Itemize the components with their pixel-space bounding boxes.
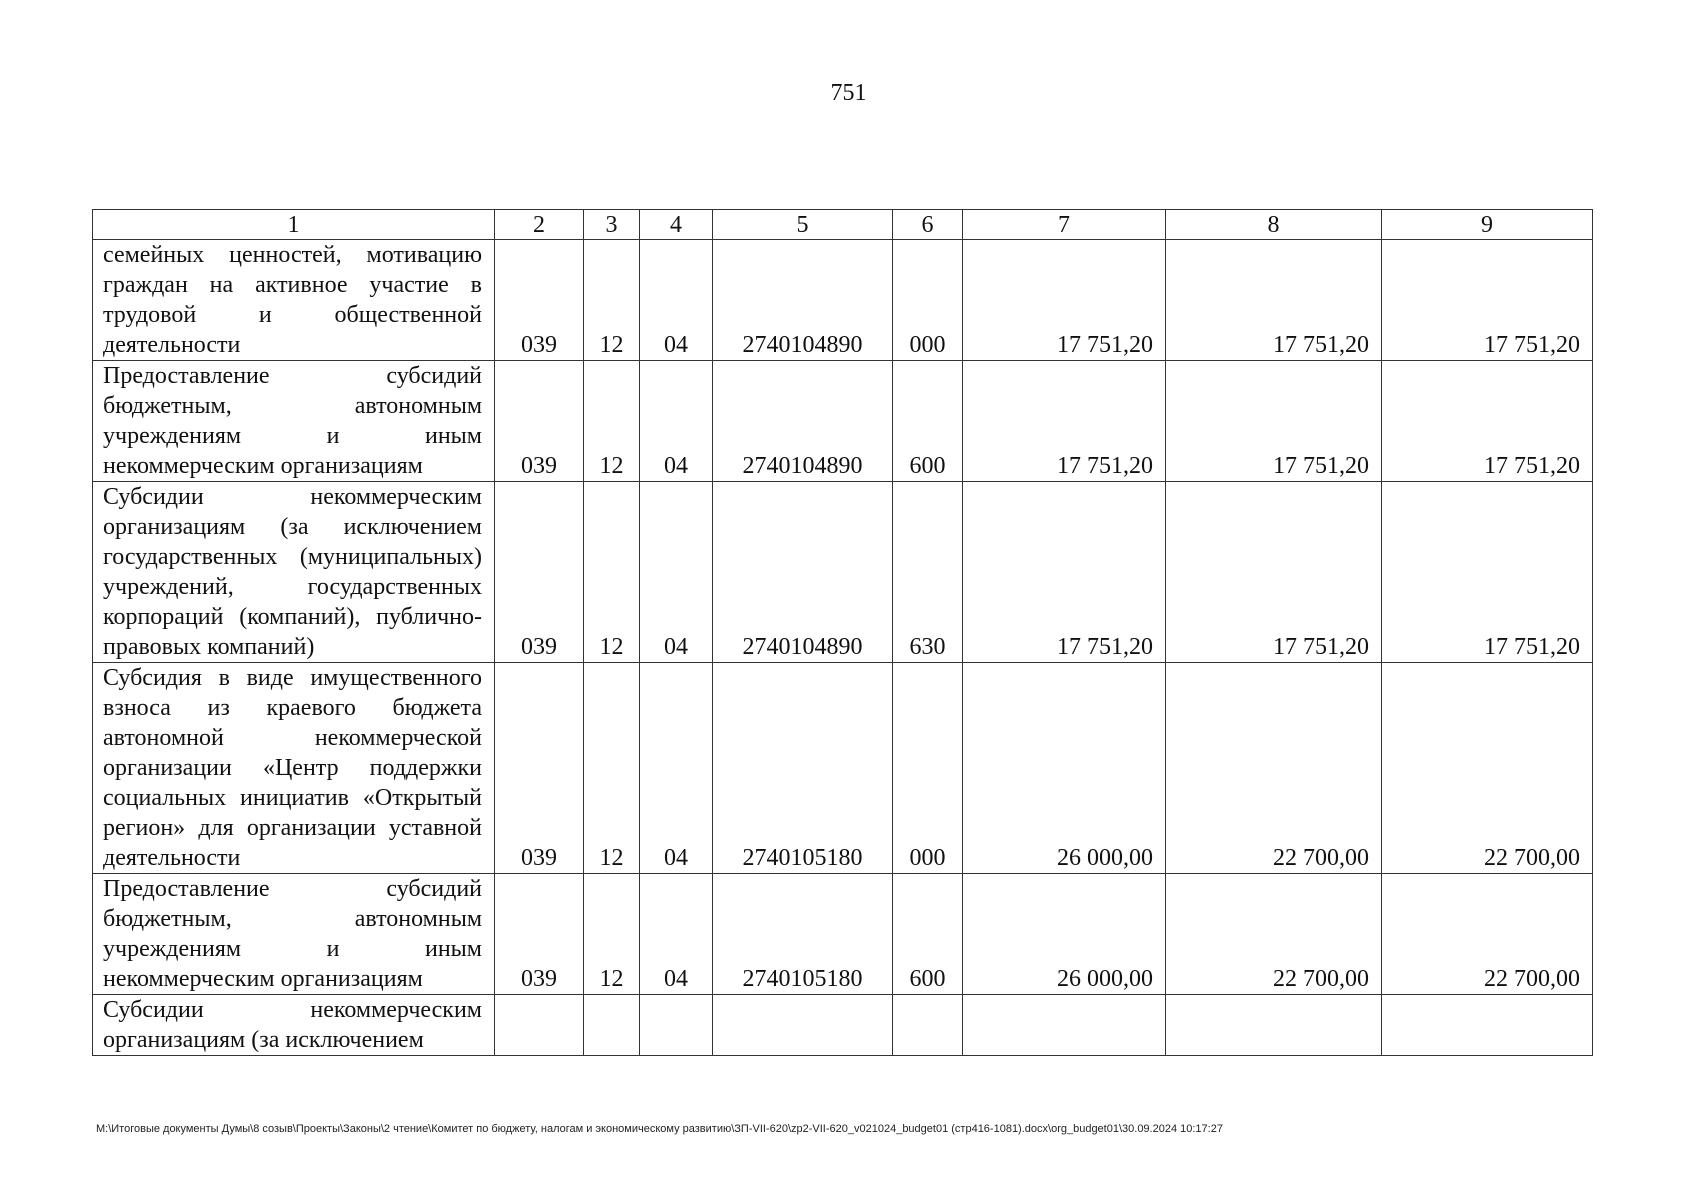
- cell-col4: [640, 995, 713, 1056]
- cell-col5: 2740104890: [713, 361, 893, 482]
- cell-col3: [584, 995, 640, 1056]
- table-row: [93, 663, 1593, 874]
- cell-col9: 22 700,00: [1382, 874, 1593, 995]
- cell-col9: 17 751,20: [1382, 240, 1593, 361]
- cell-col6: [893, 995, 963, 1056]
- cell-col4: 04: [640, 874, 713, 995]
- cell-col7: 26 000,00: [963, 874, 1166, 995]
- item-name: Предоставление субсидий бюджетным, автономным учреждениям и иным некоммерческим организациям: [93, 874, 495, 995]
- cell-col4: 04: [640, 240, 713, 361]
- table-row: [93, 361, 1593, 482]
- cell-col7: 26 000,00: [963, 663, 1166, 874]
- column-header: 5: [713, 210, 893, 240]
- cell-col6: 600: [893, 874, 963, 995]
- cell-col7: 17 751,20: [963, 361, 1166, 482]
- cell-col6: 000: [893, 240, 963, 361]
- cell-col3: 12: [584, 240, 640, 361]
- item-name: семейных ценностей, мотивацию граждан на активное участие в трудовой и общественной деятельности: [93, 240, 495, 361]
- cell-col7: 17 751,20: [963, 482, 1166, 663]
- cell-col2: 039: [495, 874, 584, 995]
- cell-col8: 17 751,20: [1166, 361, 1382, 482]
- cell-col2: 039: [495, 361, 584, 482]
- cell-col5: [713, 995, 893, 1056]
- cell-col8: 22 700,00: [1166, 874, 1382, 995]
- cell-col5: 2740104890: [713, 240, 893, 361]
- column-header: 1: [93, 210, 495, 240]
- item-name: Субсидии некоммерческим организациям (за исключением: [93, 995, 495, 1056]
- cell-col7: [963, 995, 1166, 1056]
- column-header: 2: [495, 210, 584, 240]
- cell-col3: 12: [584, 874, 640, 995]
- cell-col6: 630: [893, 482, 963, 663]
- table-row: [93, 482, 1593, 663]
- cell-col2: [495, 995, 584, 1056]
- cell-col7: 17 751,20: [963, 240, 1166, 361]
- column-header: 6: [893, 210, 963, 240]
- column-header: 3: [584, 210, 640, 240]
- cell-col9: 22 700,00: [1382, 663, 1593, 874]
- table-row: [93, 874, 1593, 995]
- cell-col8: [1166, 995, 1382, 1056]
- column-header: 8: [1166, 210, 1382, 240]
- cell-col6: 600: [893, 361, 963, 482]
- cell-col4: 04: [640, 482, 713, 663]
- cell-col5: 2740104890: [713, 482, 893, 663]
- budget-table: [92, 209, 1593, 1056]
- column-header: 4: [640, 210, 713, 240]
- cell-col5: 2740105180: [713, 874, 893, 995]
- cell-col2: 039: [495, 240, 584, 361]
- page-number: 751: [830, 80, 867, 106]
- cell-col3: 12: [584, 361, 640, 482]
- cell-col2: 039: [495, 663, 584, 874]
- item-name: Предоставление субсидий бюджетным, автономным учреждениям и иным некоммерческим организациям: [93, 361, 495, 482]
- column-header: 9: [1382, 210, 1593, 240]
- cell-col6: 000: [893, 663, 963, 874]
- table-row: [93, 240, 1593, 361]
- cell-col5: 2740105180: [713, 663, 893, 874]
- cell-col4: 04: [640, 361, 713, 482]
- cell-col8: 22 700,00: [1166, 663, 1382, 874]
- cell-col9: 17 751,20: [1382, 361, 1593, 482]
- column-header: 7: [963, 210, 1166, 240]
- footer-file-path: M:\Итоговые документы Думы\8 созыв\Проекты\Законы\2 чтение\Комитет по бюджету, налогам и экономическому развитию\ЗП-VII-620\zp2-VII-620_v021024_budget01 (стр416-1081).docx\org_budget01\30.09.2024 10:17:27: [96, 1123, 1223, 1135]
- cell-col9: [1382, 995, 1593, 1056]
- cell-col9: 17 751,20: [1382, 482, 1593, 663]
- table-row: [93, 995, 1593, 1056]
- cell-col8: 17 751,20: [1166, 240, 1382, 361]
- cell-col8: 17 751,20: [1166, 482, 1382, 663]
- item-name: Субсидии некоммерческим организациям (за исключением государственных (муниципальных) учреждений, государственных корпораций (компаний), публично-правовых компаний): [93, 482, 495, 663]
- cell-col2: 039: [495, 482, 584, 663]
- cell-col4: 04: [640, 663, 713, 874]
- header-row: [93, 210, 1593, 240]
- cell-col3: 12: [584, 482, 640, 663]
- item-name: Субсидия в виде имущественного взноса из краевого бюджета автономной некоммерческой организации «Центр поддержки социальных инициатив «Открытый регион» для организации уставной деятельности: [93, 663, 495, 874]
- cell-col3: 12: [584, 663, 640, 874]
